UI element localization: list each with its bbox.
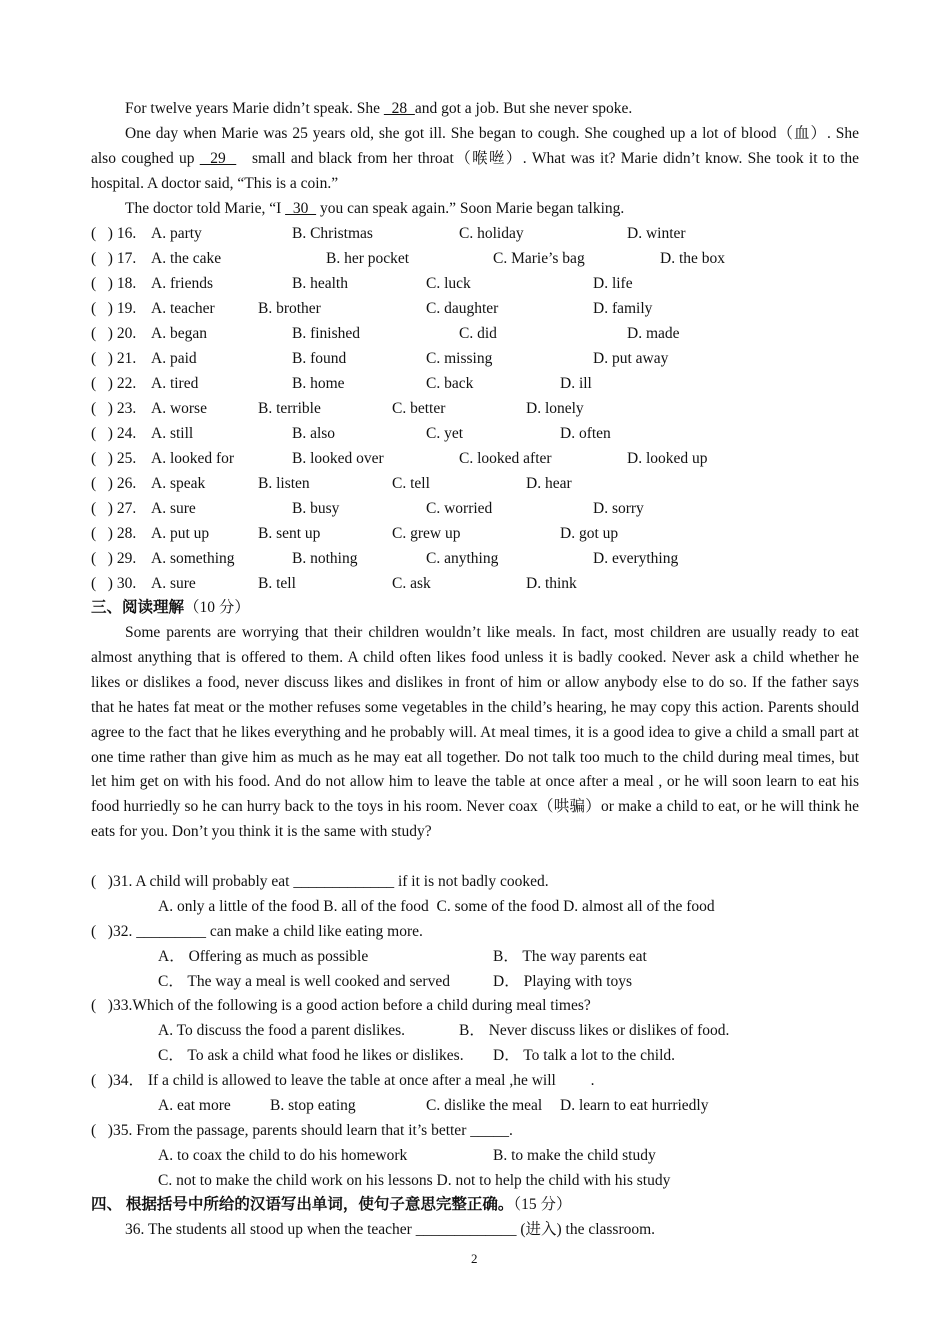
option-c: C. back	[426, 375, 474, 392]
question-32-option-c: C． The way a meal is well cooked and served	[158, 973, 450, 990]
question-number: ( ) 23.	[91, 400, 137, 417]
option-c: C. luck	[426, 275, 471, 292]
question-number: ( ) 16.	[91, 225, 137, 242]
question-number: ( ) 17.	[91, 250, 137, 267]
option-b: B. her pocket	[326, 250, 410, 267]
option-b: B. tell	[258, 575, 296, 592]
option-b: B. terrible	[258, 400, 321, 417]
option-a: A. party	[151, 225, 202, 242]
option-d: D. hear	[526, 475, 572, 492]
option-c: C. ask	[392, 575, 431, 592]
option-c: C. looked after	[459, 450, 552, 467]
option-d: D. the box	[660, 250, 726, 267]
option-d: D. ill	[560, 375, 592, 392]
question-32-option-b: B． The way parents eat	[493, 948, 647, 965]
question-number: ( ) 18.	[91, 275, 137, 292]
blank-28: 28	[383, 100, 415, 117]
question-33: ( )33.Which of the following is a good action before a child during meal times?	[91, 997, 591, 1014]
option-b: B. listen	[258, 475, 310, 492]
question-33-option-c: C． To ask a child what food he likes or dislikes.	[158, 1047, 464, 1064]
section3-heading: 三、阅读理解（10 分）	[91, 599, 250, 616]
option-d: D. made	[627, 325, 680, 342]
section4-heading: 四、 根据括号中所给的汉语写出单词，使句子意思完整正确。（15 分）	[91, 1196, 572, 1213]
option-d: D. family	[593, 300, 653, 317]
question-33-option-d: D． To talk a lot to the child.	[493, 1047, 676, 1064]
option-a: A. still	[151, 425, 194, 442]
question-32-option-a: A． Offering as much as possible	[158, 948, 369, 965]
option-d: D. put away	[593, 350, 669, 367]
page-number: 2	[471, 1251, 478, 1266]
option-c: C. yet	[426, 425, 464, 442]
option-a: A. worse	[151, 400, 207, 417]
question-33-option-a: A. To discuss the food a parent dislikes.	[158, 1022, 406, 1039]
question-36: 36. The students all stood up when the teacher _____________ (进入) the classroom.	[125, 1221, 656, 1238]
option-c: C. worried	[426, 500, 493, 517]
question-32-option-d: D． Playing with toys	[493, 973, 633, 990]
option-a: A. something	[151, 550, 235, 567]
blank-30: 30	[285, 200, 317, 217]
option-c: C. Marie’s bag	[493, 250, 585, 267]
option-b: B. busy	[292, 500, 340, 517]
option-c: C. did	[459, 325, 497, 342]
question-number: ( ) 24.	[91, 425, 137, 442]
option-c: C. daughter	[426, 300, 499, 317]
option-a: A. speak	[151, 475, 206, 492]
question-35-option-cd: C. not to make the child work on his lessons D. not to help the child with his study	[158, 1172, 671, 1189]
option-b: B. nothing	[292, 550, 358, 567]
question-number: ( ) 19.	[91, 300, 137, 317]
option-c: C. better	[392, 400, 446, 417]
option-c: C. missing	[426, 350, 493, 367]
option-b: B. looked over	[292, 450, 384, 467]
question-32: ( )32. _________ can make a child like eating more.	[91, 923, 423, 940]
option-a: A. tired	[151, 375, 199, 392]
option-a: A. looked for	[151, 450, 235, 467]
question-number: ( ) 20.	[91, 325, 137, 342]
question-31: ( )31. A child will probably eat _____________ if it is not badly cooked.	[91, 873, 549, 890]
passage-line-30: The doctor told Marie, “I 30 you can speak again.” Soon Marie began talking.	[125, 200, 625, 217]
option-c: C. anything	[426, 550, 499, 567]
option-d: D. think	[526, 575, 577, 592]
question-number: ( ) 21.	[91, 350, 137, 367]
option-b: B. finished	[292, 325, 361, 342]
option-d: D. got up	[560, 525, 619, 542]
option-b: B. found	[292, 350, 347, 367]
option-d: D. sorry	[593, 500, 644, 517]
question-34-option-d: D. learn to eat hurriedly	[560, 1097, 709, 1114]
option-a: A. friends	[151, 275, 213, 292]
option-d: D. looked up	[627, 450, 708, 467]
question-35-option-a: A. to coax the child to do his homework	[158, 1147, 408, 1164]
question-33-option-b: B． Never discuss likes or dislikes of food.	[459, 1022, 730, 1039]
question-34: ( )34． If a child is allowed to leave the table at once after a meal ,he will .	[91, 1072, 595, 1089]
option-b: B. sent up	[258, 525, 321, 542]
option-b: B. health	[292, 275, 348, 292]
option-a: A. sure	[151, 500, 196, 517]
option-a: A. teacher	[151, 300, 215, 317]
question-number: ( ) 25.	[91, 450, 137, 467]
option-d: D. life	[593, 275, 633, 292]
question-34-option-b: B. stop eating	[270, 1097, 356, 1114]
option-d: D. winter	[627, 225, 686, 242]
option-a: A. paid	[151, 350, 197, 367]
option-b: B. Christmas	[292, 225, 373, 242]
question-34-option-a: A. eat more	[158, 1097, 231, 1114]
option-c: C. tell	[392, 475, 430, 492]
option-b: B. also	[292, 425, 336, 442]
question-number: ( ) 28.	[91, 525, 137, 542]
reading-passage: Some parents are worrying that their children wouldn’t like meals. In fact, most children are usually ready to eat almost anything that is offered to them. A child often likes food unless it is badly cooked. Never ask a child whether he likes or dislikes a food, never discuss likes and dislikes in front of him or allow anybody else to do so. If the father says that he hates fat meat or the mother refuses some vegetables in the child’s hearing, he may copy this action. Parents should agree to the fact that he likes everything and he probably will. At meal times, it is a good idea to give a child a small part at one time rather than give him as much as he may eat all together. Do not talk too much to the child during meal times, but let him get on with his food. And do not allow him to leave the table at once after a meal , or he will soon learn to eat his food hurriedly so he can hurry back to the toys in his room. Never coax（哄骗）or make a child to eat, or he will think he eats for you. Don’t you think it is the same with study?	[91, 624, 859, 841]
passage-paragraph-29: One day when Marie was 25 years old, she got ill. She began to cough. She coughed up a lot of blood（血）. She also coughed up 29 small and black from her throat（喉咝）. What was it? Marie didn’t know. She took it to the hospital. A doctor said, “This is a coin.”	[91, 125, 863, 192]
option-c: C. holiday	[459, 225, 524, 242]
question-number: ( ) 22.	[91, 375, 137, 392]
question-number: ( ) 26.	[91, 475, 137, 492]
question-35-option-b: B. to make the child study	[493, 1147, 656, 1164]
option-c: C. grew up	[392, 525, 461, 542]
passage-line-28: For twelve years Marie didn’t speak. She 28 and got a job. But she never spoke.	[125, 100, 633, 117]
question-35: ( )35. From the passage, parents should learn that it’s better _____.	[91, 1122, 513, 1139]
option-a: A. sure	[151, 575, 196, 592]
blank-29: 29	[199, 149, 237, 167]
option-a: A. began	[151, 325, 207, 342]
question-number: ( ) 27.	[91, 500, 137, 517]
option-b: B. brother	[258, 300, 321, 317]
option-d: D. lonely	[526, 400, 584, 417]
option-d: D. everything	[593, 550, 679, 567]
option-a: A. the cake	[151, 250, 222, 267]
question-number: ( ) 29.	[91, 550, 137, 567]
question-31-options: A. only a little of the food B. all of the food C. some of the food D. almost all of the food	[158, 898, 715, 915]
option-b: B. home	[292, 375, 345, 392]
question-number: ( ) 30.	[91, 575, 137, 592]
option-d: D. often	[560, 425, 611, 442]
option-a: A. put up	[151, 525, 210, 542]
question-34-option-c: C. dislike the meal	[426, 1097, 543, 1114]
